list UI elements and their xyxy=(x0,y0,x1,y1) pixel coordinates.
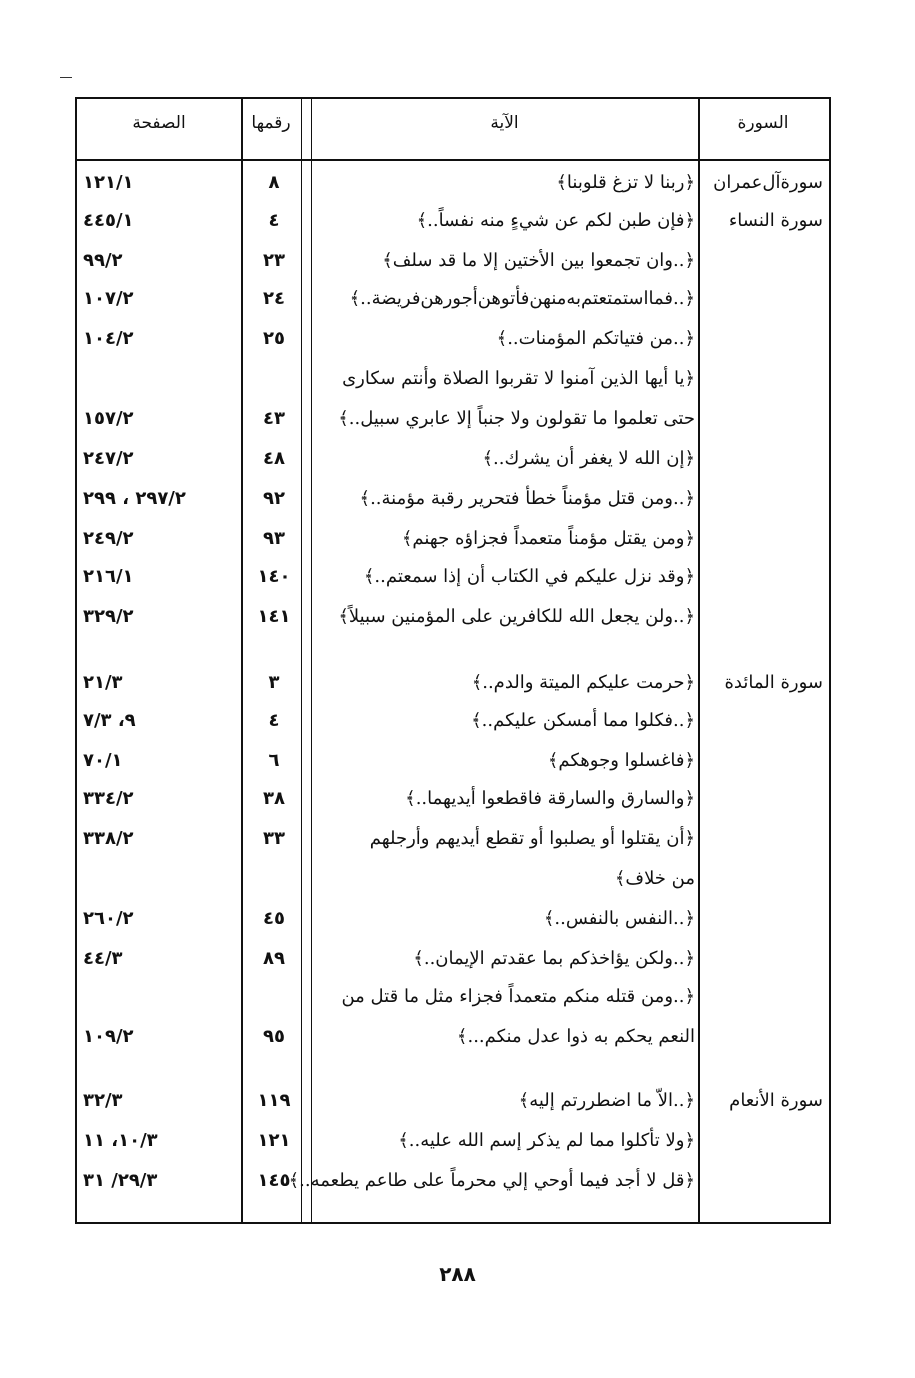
row-page-ref: ٤٤٥/١ xyxy=(83,210,134,231)
row-surah xyxy=(705,1125,823,1157)
row-verse: ﴿..وان تجمعوا بين الأختين إلا ما قد سلف﴾ xyxy=(382,250,695,271)
row-verse-number: ١٢١ xyxy=(257,1130,291,1151)
table-row xyxy=(77,667,829,699)
row-verse-number: ٤٨ xyxy=(263,448,285,469)
row-page-ref: ٣٣٤/٢ xyxy=(83,788,134,809)
row-page-ref: ٢١٦/١ xyxy=(83,566,134,587)
row-verse: ﴿..ولكن يؤاخذكم بما عقدتم الإيمان..﴾ xyxy=(413,948,695,969)
table-row xyxy=(77,1085,829,1117)
row-page-ref: ٧٠/١ xyxy=(83,750,123,771)
header-separator xyxy=(77,159,829,161)
row-page-ref: ٣٢/٣ xyxy=(83,1090,123,1111)
table-row xyxy=(77,1165,829,1197)
row-page-ref xyxy=(83,981,239,1013)
row-page-ref xyxy=(83,363,239,395)
table-row xyxy=(77,205,829,237)
row-surah xyxy=(705,943,823,975)
row-surah xyxy=(705,601,823,633)
table-row xyxy=(77,1021,829,1053)
row-surah: سورةآل‌عمران xyxy=(713,172,823,193)
row-surah xyxy=(705,283,823,315)
row-verse: ﴿فاغسلوا وجوهكم﴾ xyxy=(547,750,695,771)
table-row xyxy=(77,561,829,593)
row-page-ref xyxy=(83,863,239,895)
row-verse-number: ٨ xyxy=(268,172,280,193)
row-verse-number: ٩٥ xyxy=(263,1026,285,1047)
table-row xyxy=(77,245,829,277)
row-verse: ﴿..ومن قتله منكم متعمداً فجزاء مثل ما قتل من xyxy=(341,986,695,1007)
header-page: الصفحة xyxy=(132,113,186,133)
table-row xyxy=(77,523,829,555)
row-page-ref: ١٠/٣، ١١ xyxy=(83,1130,158,1151)
row-verse: ﴿وقد نزل عليكم في الكتاب أن إذا سمعتم..﴾ xyxy=(363,566,695,587)
row-verse-number: ٤٥ xyxy=(263,908,285,929)
page-number: ٢٨٨ xyxy=(439,1262,476,1286)
table-row xyxy=(77,363,829,395)
row-surah xyxy=(705,523,823,555)
row-surah xyxy=(705,403,823,435)
row-verse-number: ٣٣ xyxy=(263,828,285,849)
row-page-ref: ٢٩/٣/ ٣١ xyxy=(83,1170,158,1191)
row-surah xyxy=(705,863,823,895)
row-verse-number: ٤ xyxy=(268,710,280,731)
row-page-ref: ٢٩٧/٢ ، ٢٩٩ xyxy=(83,488,186,509)
row-verse: ﴿..فكلوا مما أمسكن عليكم..﴾ xyxy=(471,710,695,731)
row-verse-number: ١٤٠ xyxy=(257,566,291,587)
row-verse: ﴿..فمااستمتعتم‌به‌منهن‌فأتوهن‌أجورهن‌فريضة..﴾ xyxy=(349,288,695,309)
row-page-ref: ٣٣٨/٢ xyxy=(83,828,134,849)
row-verse: ﴿فإن طبن لكم عن شيءٍ منه نفساً..﴾ xyxy=(416,210,695,231)
row-page-ref: ١٢١/١ xyxy=(83,172,134,193)
row-surah xyxy=(705,323,823,355)
row-page-ref: ١٠٤/٢ xyxy=(83,328,134,349)
row-verse-number: ٦ xyxy=(268,750,280,771)
row-surah xyxy=(705,705,823,737)
row-verse-number: ١٤٥ xyxy=(257,1170,291,1191)
row-verse: ﴿..الاّ ما اضطررتم إليه﴾ xyxy=(518,1090,695,1111)
row-page-ref: ٢٦٠/٢ xyxy=(83,908,134,929)
row-surah xyxy=(705,561,823,593)
table-row xyxy=(77,1125,829,1157)
table-row xyxy=(77,783,829,815)
table-row xyxy=(77,863,829,895)
row-verse: حتى تعلموا ما تقولون ولا جنباً إلا عابري سبيل..﴾ xyxy=(338,408,695,429)
row-page-ref: ٤٤/٣ xyxy=(83,948,123,969)
table-row xyxy=(77,943,829,975)
row-surah xyxy=(705,483,823,515)
row-verse: ﴿قل لا أجد فيما أوحي إلي محرماً على طاعم يطعمه..﴾ xyxy=(288,1170,695,1191)
row-page-ref: ١٠٧/٢ xyxy=(83,288,134,309)
table-row xyxy=(77,903,829,935)
header-surah: السورة xyxy=(737,113,789,133)
row-verse: ﴿أن يقتلوا أو يصلبوا أو تقطع أيديهم وأرجلهم xyxy=(369,828,695,849)
row-surah xyxy=(705,981,823,1013)
row-page-ref: ٩، ٧/٣ xyxy=(83,710,136,731)
row-verse: من خلاف﴾ xyxy=(614,868,695,889)
row-page-ref: ١٥٧/٢ xyxy=(83,408,134,429)
table-row xyxy=(77,443,829,475)
row-surah xyxy=(705,443,823,475)
table-row xyxy=(77,403,829,435)
row-verse-number: ٤٣ xyxy=(263,408,285,429)
row-surah: سورة الأنعام xyxy=(729,1090,823,1111)
row-surah xyxy=(705,1021,823,1053)
table-row xyxy=(77,323,829,355)
row-verse: ﴿..النفس بالنفس..﴾ xyxy=(543,908,695,929)
header-number: رقمها xyxy=(251,113,291,133)
row-surah xyxy=(705,783,823,815)
row-verse: ﴿إن الله لا يغفر أن يشرك..﴾ xyxy=(482,448,695,469)
row-surah xyxy=(705,823,823,855)
row-surah: سورة النساء xyxy=(728,210,823,231)
row-verse: ﴿ربنا لا تزغ قلوبنا﴾ xyxy=(556,172,695,193)
header-verse: الآية xyxy=(490,113,519,133)
row-surah xyxy=(705,245,823,277)
row-page-ref: ١٠٩/٢ xyxy=(83,1026,134,1047)
row-verse-number xyxy=(243,363,305,395)
row-page-ref: ٩٩/٢ xyxy=(83,250,123,271)
row-page-ref: ٢٤٧/٢ xyxy=(83,448,134,469)
row-verse-number: ٢٣ xyxy=(263,250,285,271)
row-verse-number: ٢٥ xyxy=(263,328,285,349)
table-row xyxy=(77,483,829,515)
row-verse: ﴿والسارق والسارقة فاقطعوا أيديهما..﴾ xyxy=(405,788,695,809)
row-verse-number: ٨٩ xyxy=(263,948,285,969)
row-page-ref: ٢١/٣ xyxy=(83,672,123,693)
table-row xyxy=(77,167,829,199)
row-surah xyxy=(705,903,823,935)
row-surah: سورة المائدة xyxy=(724,672,823,693)
row-verse: ﴿..ولن يجعل الله للكافرين على المؤمنين سبيلاً﴾ xyxy=(338,606,695,627)
row-verse-number: ٩٢ xyxy=(263,488,285,509)
row-verse: ﴿ولا تأكلوا مما لم يذكر إسم الله عليه..﴾ xyxy=(398,1130,695,1151)
row-verse: ﴿حرمت عليكم الميتة والدم..﴾ xyxy=(471,672,695,693)
row-surah xyxy=(705,745,823,777)
row-verse-number: ٢٤ xyxy=(263,288,285,309)
row-verse: ﴿يا أيها الذين آمنوا لا تقربوا الصلاة وأنتم سكارى xyxy=(342,368,695,389)
row-verse-number: ١٤١ xyxy=(257,606,291,627)
row-verse-number: ٤ xyxy=(268,210,280,231)
index-table xyxy=(75,97,831,1224)
row-page-ref: ٢٤٩/٢ xyxy=(83,528,134,549)
row-verse-number: ٣٨ xyxy=(263,788,285,809)
table-row xyxy=(77,283,829,315)
corner-mark xyxy=(60,77,72,78)
table-row xyxy=(77,823,829,855)
row-surah xyxy=(705,1165,823,1197)
row-surah xyxy=(705,363,823,395)
row-verse: ﴿..ومن قتل مؤمناً خطأ فتحرير رقبة مؤمنة..﴾ xyxy=(359,488,695,509)
table-row xyxy=(77,981,829,1013)
row-verse: النعم يحكم به ذوا عدل منكم...﴾ xyxy=(456,1026,695,1047)
table-row xyxy=(77,745,829,777)
row-verse: ﴿..من فتياتكم المؤمنات..﴾ xyxy=(496,328,695,349)
table-row xyxy=(77,705,829,737)
row-verse: ﴿ومن يقتل مؤمناً متعمداً فجزاؤه جهنم﴾ xyxy=(401,528,695,549)
row-verse-number: ١١٩ xyxy=(257,1090,291,1111)
row-verse-number: ٣ xyxy=(268,672,280,693)
table-row xyxy=(77,601,829,633)
row-verse-number: ٩٣ xyxy=(263,528,285,549)
row-verse-number xyxy=(243,981,305,1013)
row-page-ref: ٣٢٩/٢ xyxy=(83,606,134,627)
row-verse-number xyxy=(243,863,305,895)
